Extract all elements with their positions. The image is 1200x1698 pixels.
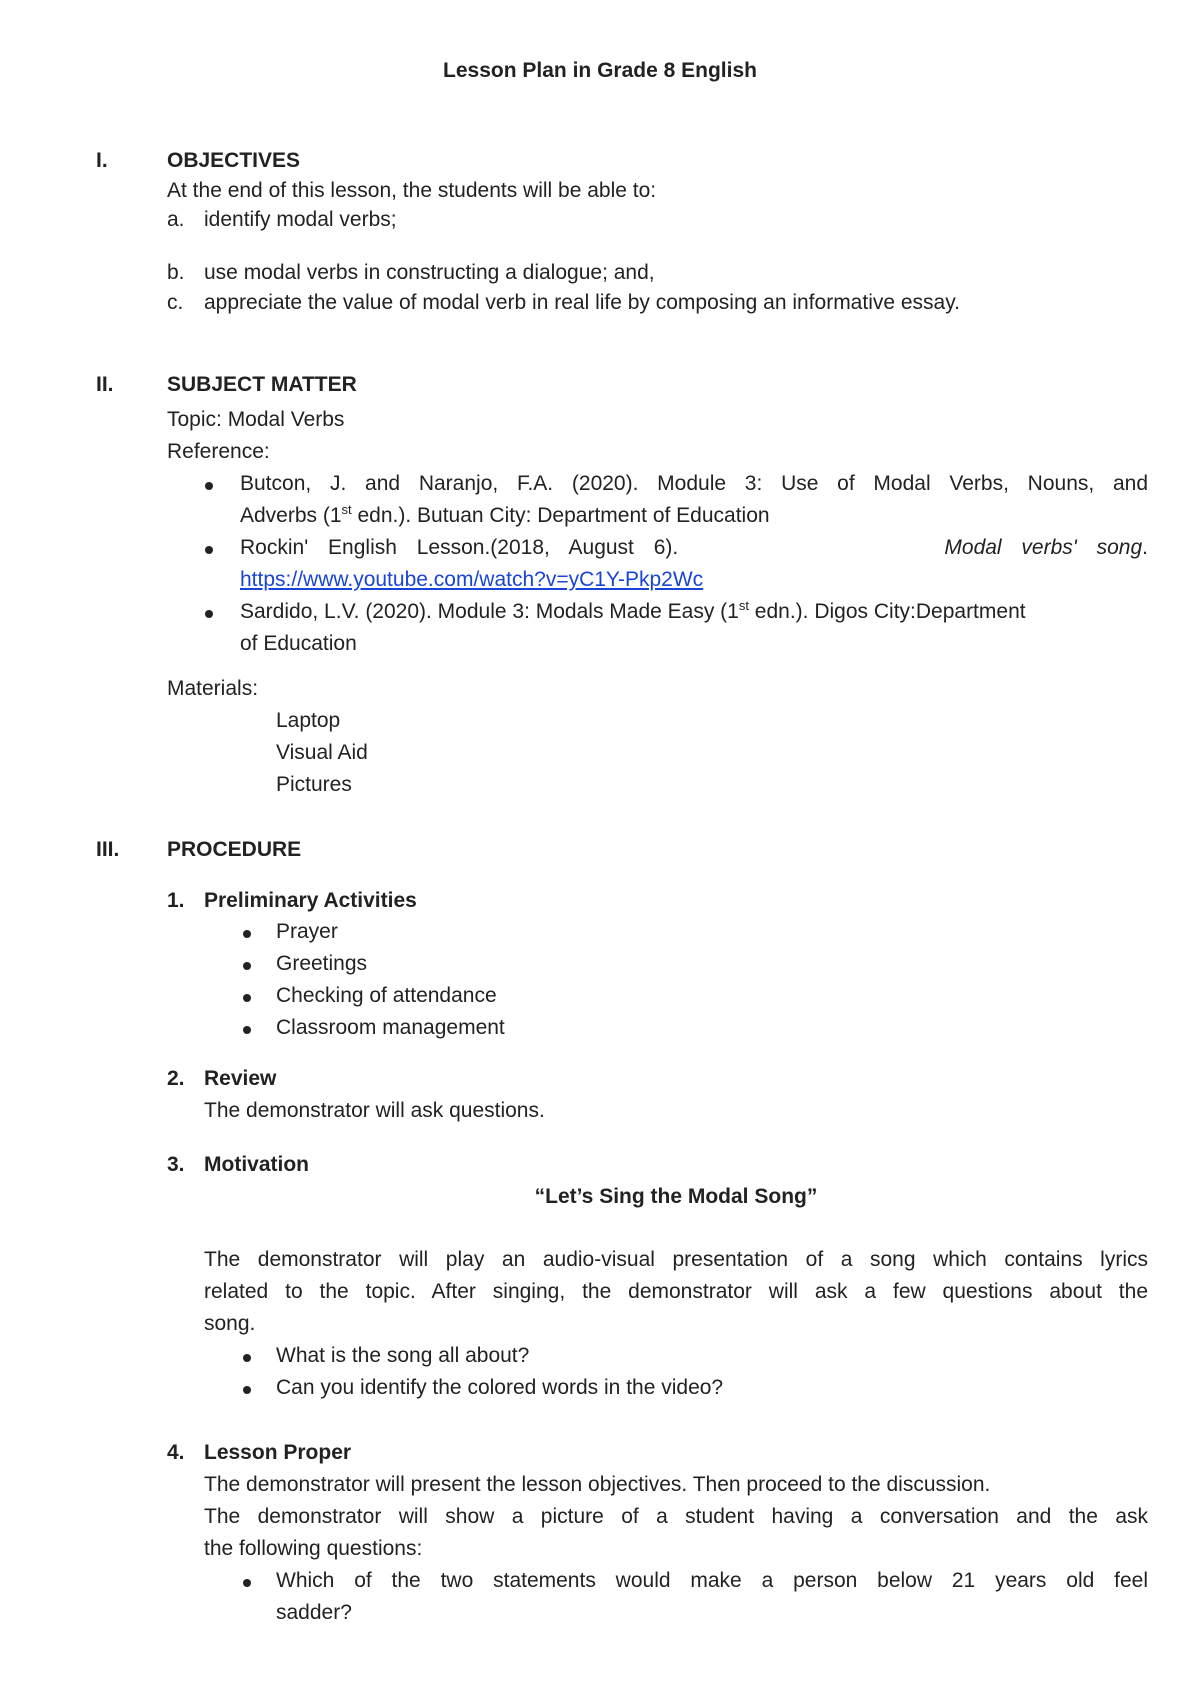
section-numeral-procedure: III. bbox=[96, 838, 120, 861]
step-heading-preliminary: Preliminary Activities bbox=[204, 889, 417, 912]
bullet-icon bbox=[243, 1354, 251, 1362]
reference-2-line-1: Rockin' English Lesson.(2018, August 6). Modal verbs' song. bbox=[240, 536, 1148, 559]
topic-line: Topic: Modal Verbs bbox=[167, 408, 345, 431]
review-text: The demonstrator will ask questions. bbox=[204, 1099, 545, 1122]
reference-3-line-1: Sardido, L.V. (2020). Module 3: Modals Made Easy (1st edn.). Digos City:Department bbox=[240, 598, 1026, 623]
step-number-1: 1. bbox=[167, 889, 185, 912]
section-numeral-subject-matter: II. bbox=[96, 373, 114, 396]
bullet-icon bbox=[243, 930, 251, 938]
material-item: Pictures bbox=[276, 773, 352, 796]
section-heading-subject-matter: SUBJECT MATTER bbox=[167, 373, 357, 396]
preliminary-item: Classroom management bbox=[276, 1016, 505, 1039]
preliminary-item: Prayer bbox=[276, 920, 338, 943]
objective-letter-b: b. bbox=[167, 261, 185, 284]
objectives-intro: At the end of this lesson, the students will be able to: bbox=[167, 179, 657, 202]
bullet-icon bbox=[205, 610, 213, 618]
step-heading-review: Review bbox=[204, 1067, 277, 1090]
material-item: Laptop bbox=[276, 709, 341, 732]
lesson-proper-line-2: The demonstrator will show a picture of a student having a conversation and the ask bbox=[204, 1505, 1148, 1528]
step-number-4: 4. bbox=[167, 1441, 185, 1464]
preliminary-item: Greetings bbox=[276, 952, 368, 975]
reference-1-line-1: Butcon, J. and Naranjo, F.A. (2020). Module 3: Use of Modal Verbs, Nouns, and bbox=[240, 472, 1148, 495]
motivation-question: What is the song all about? bbox=[276, 1344, 530, 1367]
motivation-paragraph-line-1: The demonstrator will play an audio-visual presentation of a song which contains lyrics bbox=[204, 1248, 1148, 1271]
motivation-paragraph-line-3: song. bbox=[204, 1312, 256, 1335]
objective-letter-a: a. bbox=[167, 208, 185, 231]
step-heading-motivation: Motivation bbox=[204, 1153, 309, 1176]
bullet-icon bbox=[243, 1579, 251, 1587]
step-number-3: 3. bbox=[167, 1153, 185, 1176]
lesson-proper-line-1: The demonstrator will present the lesson objectives. Then proceed to the discussion. bbox=[204, 1473, 991, 1496]
motivation-activity-title: “Let’s Sing the Modal Song” bbox=[534, 1185, 818, 1208]
reference-1-line-2: Adverbs (1st edn.). Butuan City: Department of Education bbox=[240, 502, 770, 527]
bullet-icon bbox=[243, 1386, 251, 1394]
lesson-proper-line-3: the following questions: bbox=[204, 1537, 423, 1560]
reference-3-line-2: of Education bbox=[240, 632, 357, 655]
section-heading-objectives: OBJECTIVES bbox=[167, 149, 301, 172]
materials-label: Materials: bbox=[167, 677, 259, 700]
lesson-proper-question-line-2: sadder? bbox=[276, 1601, 352, 1624]
bullet-icon bbox=[243, 962, 251, 970]
page-title: Lesson Plan in Grade 8 English bbox=[443, 59, 757, 82]
step-heading-lesson-proper: Lesson Proper bbox=[204, 1441, 352, 1464]
motivation-question: Can you identify the colored words in the video? bbox=[276, 1376, 724, 1399]
objective-text-a: identify modal verbs; bbox=[204, 208, 397, 231]
motivation-paragraph-line-2: related to the topic. After singing, the demonstrator will ask a few questions about the bbox=[204, 1280, 1148, 1303]
section-heading-procedure: PROCEDURE bbox=[167, 838, 302, 861]
section-numeral-objectives: I. bbox=[96, 149, 108, 172]
reference-label: Reference: bbox=[167, 440, 270, 463]
preliminary-item: Checking of attendance bbox=[276, 984, 497, 1007]
objective-text-b: use modal verbs in constructing a dialogue; and, bbox=[204, 261, 655, 284]
objective-letter-c: c. bbox=[167, 291, 184, 314]
material-item: Visual Aid bbox=[276, 741, 368, 764]
objective-text-c: appreciate the value of modal verb in real life by composing an informative essay. bbox=[204, 291, 961, 314]
bullet-icon bbox=[205, 546, 213, 554]
bullet-icon bbox=[243, 1026, 251, 1034]
reference-2-youtube-link[interactable]: https://www.youtube.com/watch?v=yC1Y-Pkp2Wc bbox=[240, 568, 704, 591]
bullet-icon bbox=[205, 482, 213, 490]
step-number-2: 2. bbox=[167, 1067, 185, 1090]
lesson-proper-question-line-1: Which of the two statements would make a person below 21 years old feel bbox=[276, 1569, 1148, 1592]
bullet-icon bbox=[243, 994, 251, 1002]
